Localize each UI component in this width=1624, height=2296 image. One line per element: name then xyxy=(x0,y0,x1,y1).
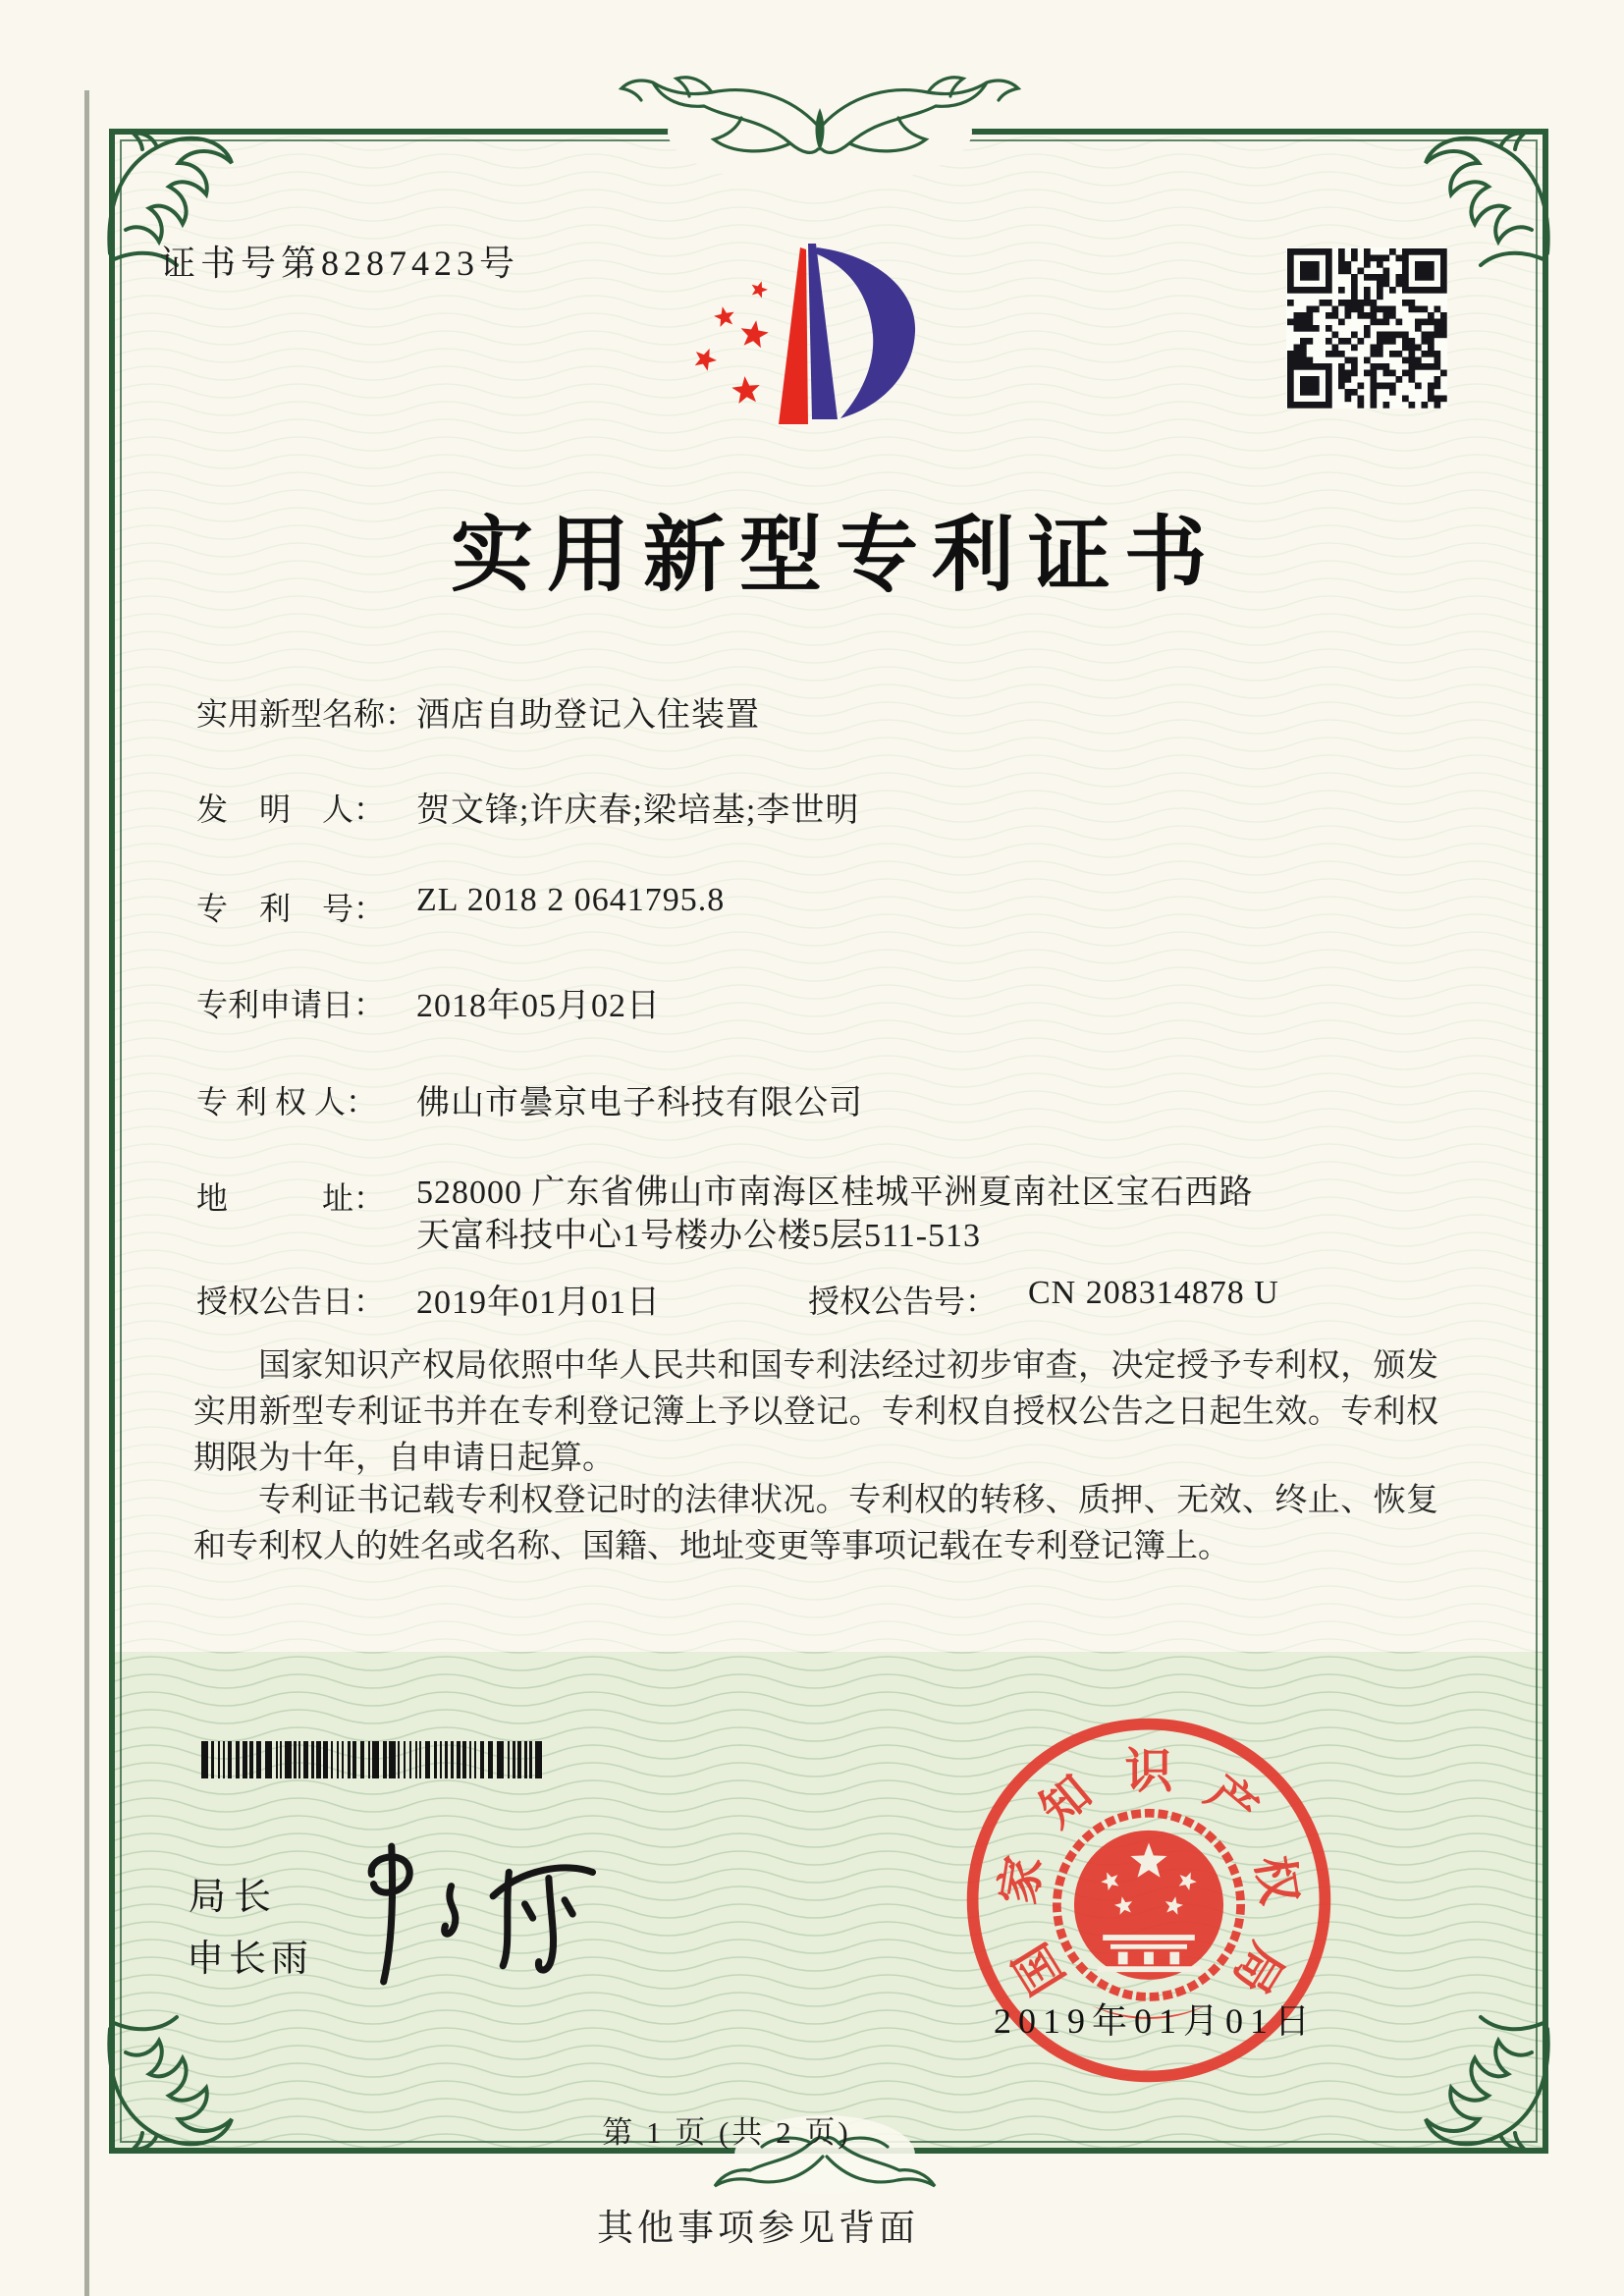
grant-no-value: CN 208314878 U xyxy=(1028,1275,1279,1311)
field-row-patent-no xyxy=(196,882,725,929)
grant-no-label: 授权公告号： xyxy=(808,1284,998,1319)
patentee-label: 专 利 权 人： xyxy=(196,1084,378,1120)
address-label: 地 址： xyxy=(196,1180,386,1216)
name-label: 实用新型名称： xyxy=(196,696,417,732)
svg-text:国: 国 xyxy=(1004,1934,1075,2003)
page-indicator: 第 1 页 (共 2 页) xyxy=(602,2115,851,2150)
logo-red-wedge xyxy=(779,247,808,424)
patent-no-value: ZL 2018 2 0641795.8 xyxy=(416,882,726,918)
certificate-title: 实用新型专利证书 xyxy=(450,511,1220,602)
name-value: 酒店自助登记入住装置 xyxy=(416,697,760,734)
field-row-grant-date xyxy=(196,1275,661,1323)
body-paragraph-1: 国家知识产权局依照中华人民共和国专利法经过初步审查，决定授予专利权，颁发实用新型专利证书并在专利登记簿上予以登记。专利权自授权公告之日起生效。专利权期限为十年，自申请日起算。 xyxy=(193,1348,1438,1476)
body-paragraph-2: 专利证书记载专利权登记时的法律状况。专利权的转移、质押、无效、终止、恢复和专利权人的姓名或名称、国籍、地址变更等事项记载在专利登记簿上。 xyxy=(193,1483,1438,1564)
field-row-inventor xyxy=(196,783,859,831)
grant-date-label: 授权公告日： xyxy=(196,1284,386,1319)
director-title: 局长 xyxy=(189,1877,280,1918)
address-value xyxy=(416,1172,1254,1258)
field-row-filing-date xyxy=(196,978,661,1026)
logo-blue-stroke xyxy=(808,244,838,419)
inventor-label: 发 明 人： xyxy=(196,792,386,827)
grant-date-value: 2019年01月01日 xyxy=(416,1285,661,1321)
barcode xyxy=(199,1741,551,1778)
field-row-grant-no xyxy=(808,1275,1279,1322)
field-row-patentee xyxy=(196,1075,863,1123)
filing-date-value: 2018年05月02日 xyxy=(416,988,661,1024)
svg-text:权: 权 xyxy=(1245,1852,1306,1908)
national-emblem xyxy=(1056,1813,1240,2019)
director-signature xyxy=(352,1838,615,1988)
filing-date-label: 专利申请日： xyxy=(196,987,386,1022)
svg-text:局: 局 xyxy=(1222,1934,1293,2003)
patent-no-label: 专 利 号： xyxy=(196,891,386,926)
back-note: 其他事项参见背面 xyxy=(597,2209,919,2249)
inventor-value: 贺文锋;许庆春;梁培基;李世明 xyxy=(416,793,860,829)
certificate-number: 证书号第8287423号 xyxy=(160,244,520,283)
cnipa-logo xyxy=(685,234,926,430)
svg-text:识: 识 xyxy=(1124,1744,1173,1798)
field-row-name xyxy=(196,687,760,736)
svg-text:产: 产 xyxy=(1196,1766,1268,1837)
director-name: 申长雨 xyxy=(187,1939,314,1980)
address-line-1: 528000 广东省佛山市南海区桂城平洲夏南社区宝石西路 xyxy=(416,1175,1254,1211)
svg-text:家: 家 xyxy=(992,1852,1053,1908)
address-line-2: 天富科技中心1号楼办公楼5层511-513 xyxy=(416,1218,982,1254)
seal-date: 2019年01月01日 xyxy=(994,2001,1318,2041)
patentee-value: 佛山市曇京电子科技有限公司 xyxy=(416,1085,863,1121)
field-row-address xyxy=(196,1172,1254,1258)
logo-stars-icon xyxy=(695,281,769,404)
qr-code xyxy=(1286,247,1447,409)
svg-text:知: 知 xyxy=(1030,1766,1102,1837)
